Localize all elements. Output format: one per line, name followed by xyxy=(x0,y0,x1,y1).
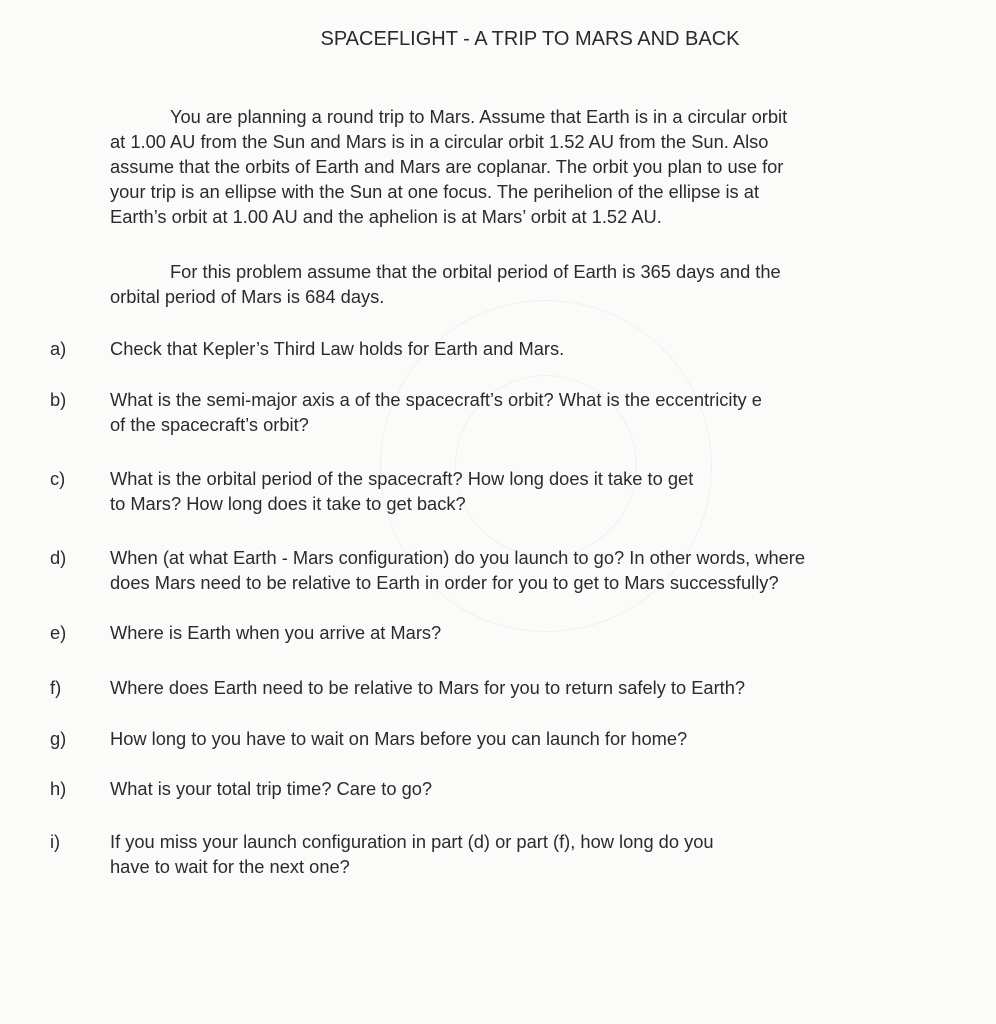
intro-line-4: your trip is an ellipse with the Sun at one focus. The perihelion of the ellipse is at xyxy=(110,181,760,202)
document-title: SPACEFLIGHT - A TRIP TO MARS AND BACK xyxy=(320,28,740,50)
question-text: How long to you have to wait on Mars before you can launch for home? xyxy=(110,728,688,749)
intro-line-2: at 1.00 AU from the Sun and Mars is in a circular orbit 1.52 AU from the Sun. Also xyxy=(110,131,769,152)
question-letter: g) xyxy=(50,728,67,749)
question-letter: b) xyxy=(50,389,67,410)
question-text: When (at what Earth - Mars configuration) do you launch to go? In other words, where does Mars need to be relative to Earth in order for you to get to Mars successfully? xyxy=(110,547,806,593)
question-letter: i) xyxy=(50,831,61,852)
question-letter: e) xyxy=(50,622,67,643)
question-letter: c) xyxy=(50,468,66,489)
question-text: Where does Earth need to be relative to Mars for you to return safely to Earth? xyxy=(110,677,746,698)
question-letter: d) xyxy=(50,547,67,568)
question-text: What is the orbital period of the spacecraft? How long does it take to get to Mars? How long does it take to get back? xyxy=(110,468,694,514)
question-text: What is the semi-major axis a of the spacecraft’s orbit? What is the eccentricity e of the spacecraft’s orbit? xyxy=(110,389,762,435)
question-text: What is your total trip time? Care to go? xyxy=(110,778,433,799)
intro-paragraph xyxy=(110,104,910,229)
question-letter: f) xyxy=(50,677,62,698)
question-text: Check that Kepler’s Third Law holds for Earth and Mars. xyxy=(110,338,565,359)
question-text: Where is Earth when you arrive at Mars? xyxy=(110,622,442,643)
question-letter: h) xyxy=(50,778,67,799)
question-text: If you miss your launch configuration in part (d) or part (f), how long do you have to wait for the next one? xyxy=(110,831,714,877)
intro-line-5: Earth’s orbit at 1.00 AU and the aphelion is at Mars’ orbit at 1.52 AU. xyxy=(110,206,662,227)
periods-line-1: For this problem assume that the orbital period of Earth is 365 days and the xyxy=(170,261,781,282)
periods-paragraph xyxy=(110,259,910,309)
intro-line-3: assume that the orbits of Earth and Mars are coplanar. The orbit you plan to use for xyxy=(110,156,784,177)
question-letter: a) xyxy=(50,338,67,359)
intro-line-1: You are planning a round trip to Mars. Assume that Earth is in a circular orbit xyxy=(170,106,788,127)
periods-line-2: orbital period of Mars is 684 days. xyxy=(110,286,385,307)
